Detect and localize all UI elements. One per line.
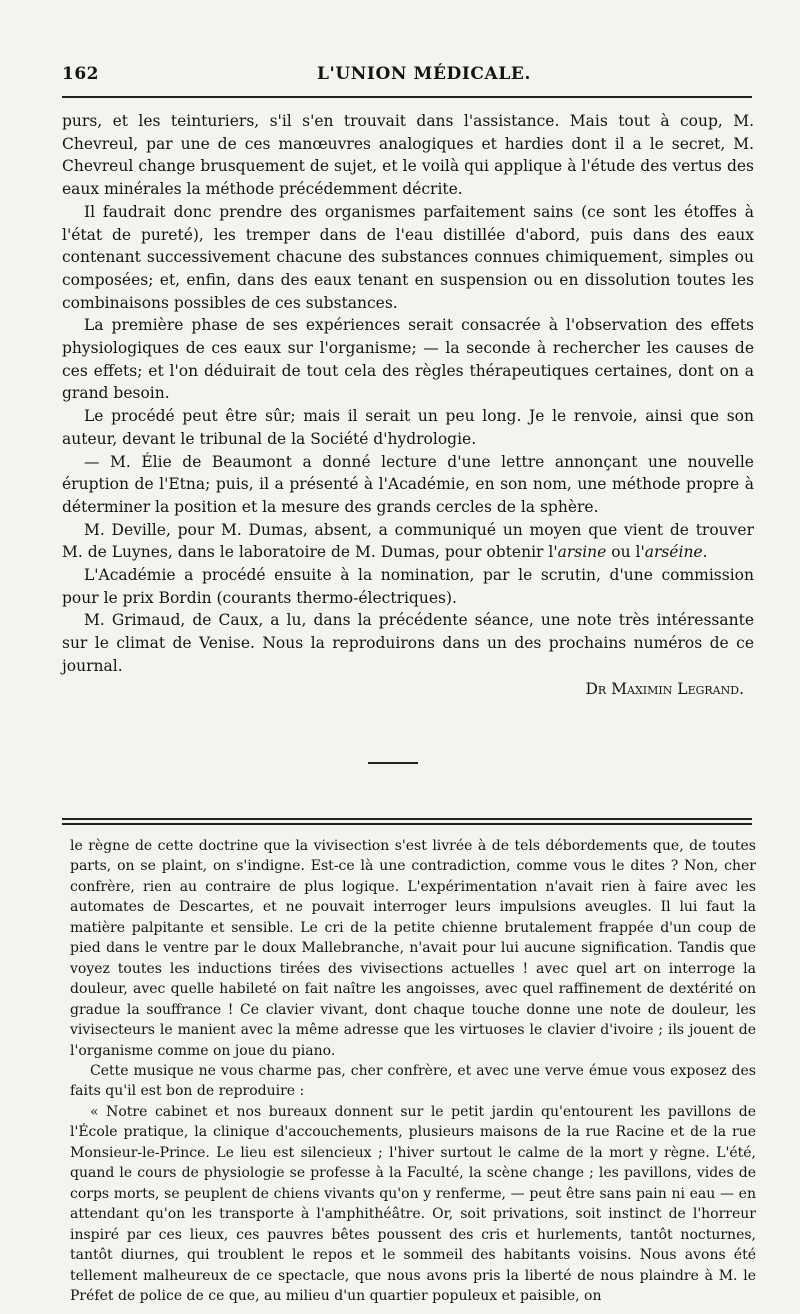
feuilleton-separator bbox=[62, 818, 752, 825]
page-number: 162 bbox=[62, 64, 99, 84]
article-paragraph: Le procédé peut être sûr; mais il serait un peu long. Je le renvoie, ainsi que son auteur, devant le tribunal de la Société d'hydrologie. bbox=[62, 407, 754, 448]
article-paragraph: M. Grimaud, de Caux, a lu, dans la précédente séance, une note très intéressante sur le climat de Venise. Nous la reproduirons dans un des prochains numéros de ce journal. bbox=[62, 611, 754, 675]
article-paragraph: La première phase de ses expériences serait consacrée à l'observation des effets physiologiques de ces eaux sur l'organisme; — la seconde à rechercher les causes de ces effets; et l'on déduirait de tout cela des règles thérapeutiques certaines, dont on a grand besoin. bbox=[62, 316, 754, 403]
running-head bbox=[62, 60, 752, 90]
feuilleton-paragraph: Cette musique ne vous charme pas, cher confrère, et avec une verve émue vous exposez des faits qu'il est bon de reproduire : bbox=[70, 1062, 756, 1100]
article-paragraph-deville bbox=[62, 519, 754, 564]
deville-text-start: M. Deville, pour M. Dumas, absent, a communiqué un moyen que vient de trouver M. de Luynes, dans le laboratoire de M. Dumas, pour obtenir l' bbox=[62, 520, 754, 562]
article-column bbox=[62, 110, 754, 700]
article-paragraph: Il faudrait donc prendre des organismes parfaitement sains (ce sont les étoffes à l'état de pureté), les tremper dans de l'eau distillée d'abord, puis dans des eaux contenant successivement chacune des substances connues chimiquement, simples ou composées; et, enfin, dans des eaux tenant en suspension ou en dissolution toutes les combinaisons possibles de ces substances. bbox=[62, 202, 754, 312]
journal-title: L'UNION MÉDICALE. bbox=[317, 64, 531, 84]
article-paragraph: — M. Élie de Beaumont a donné lecture d'une lettre annonçant une nouvelle éruption de l'Etna; puis, il a présenté à l'Académie, en son nom, une méthode propre à déterminer la position et la mesure des grands cercles de la sphère. bbox=[62, 452, 754, 516]
arsine-term: arsine bbox=[557, 543, 607, 562]
deville-text-end: . bbox=[702, 543, 708, 562]
header-rule bbox=[62, 96, 752, 98]
article-end-rule bbox=[368, 762, 418, 764]
article-paragraph: L'Académie a procédé ensuite à la nomination, par le scrutin, d'une commission pour le prix Bordin (courants thermo-électriques). bbox=[62, 566, 754, 607]
feuilleton-paragraph: « Notre cabinet et nos bureaux donnent sur le petit jardin qu'entourent les pavillons de l'École pratique, la clinique d'accouchements, plusieurs maisons de la rue Racine et de la rue Monsieur-le-Prince. Le lieu est silencieux ; l'hiver surtout le calme de la mort y règne. L'été, quand le cours de physiologie se professe à la Faculté, la scène change ; les pavillons, vides de corps morts, se peuplent de chiens vivants qu'on y renferme, — peut être sans pain ni eau — en attendant qu'on les transporte à l'amphithéâtre. Or, soit privations, soit instinct de l'horreur inspiré par ces lieux, ces pauvres bêtes poussent des cris et hurlements, tantôt nocturnes, tantôt diurnes, qui troublent le repos et le sommeil des habitants voisins. Nous avons été tellement malheureux de ce spectacle, que nous avons pris la liberté de nous plaindre à M. le Préfet de police de ce que, au milieu d'un quartier populeux et paisible, on bbox=[70, 1103, 756, 1304]
feuilleton-column bbox=[70, 836, 756, 1306]
deville-text-middle: ou l' bbox=[606, 543, 645, 562]
arseine-term: arséine bbox=[644, 543, 703, 562]
article-paragraph: purs, et les teinturiers, s'il s'en trouvait dans l'assistance. Mais tout à coup, M. Chevreul, par une de ces manœuvres analogiques et hardies dont il a le secret, M. Chevreul change brusquement de sujet, et le voilà qui applique à l'étude des vertus des eaux minérales la méthode précédemment décrite. bbox=[62, 112, 754, 199]
author-signature: Dr Maximin Legrand. bbox=[585, 679, 744, 698]
feuilleton-paragraph: le règne de cette doctrine que la vivisection s'est livrée à de tels débordements que, de toutes parts, on se plaint, on s'indigne. Est-ce là une contradiction, comme vous le dites ? Non, cher confrère, rien au contraire de plus logique. L'expérimentation n'avait rien à faire avec les automates de Descartes, et ne pouvait interroger leurs impulsions aveugles. Il lui faut la matière palpitante et sensible. Le cri de la petite chienne brutalement frappée d'un coup de pied dans le ventre par le doux Mallebranche, n'avait pour lui aucune signification. Tandis que voyez toutes les inductions tirées des vivisections actuelles ! avec quel art on interroge la douleur, avec quelle habileté on fait naître les angoisses, avec quel raffinement de dextérité on gradue la souffrance ! Ce clavier vivant, dont chaque touche donne une note de douleur, les vivisecteurs le manient avec la même adresse que les virtuoses le clavier d'ivoire ; ils jouent de l'organisme comme on joue du piano. bbox=[70, 838, 756, 1059]
